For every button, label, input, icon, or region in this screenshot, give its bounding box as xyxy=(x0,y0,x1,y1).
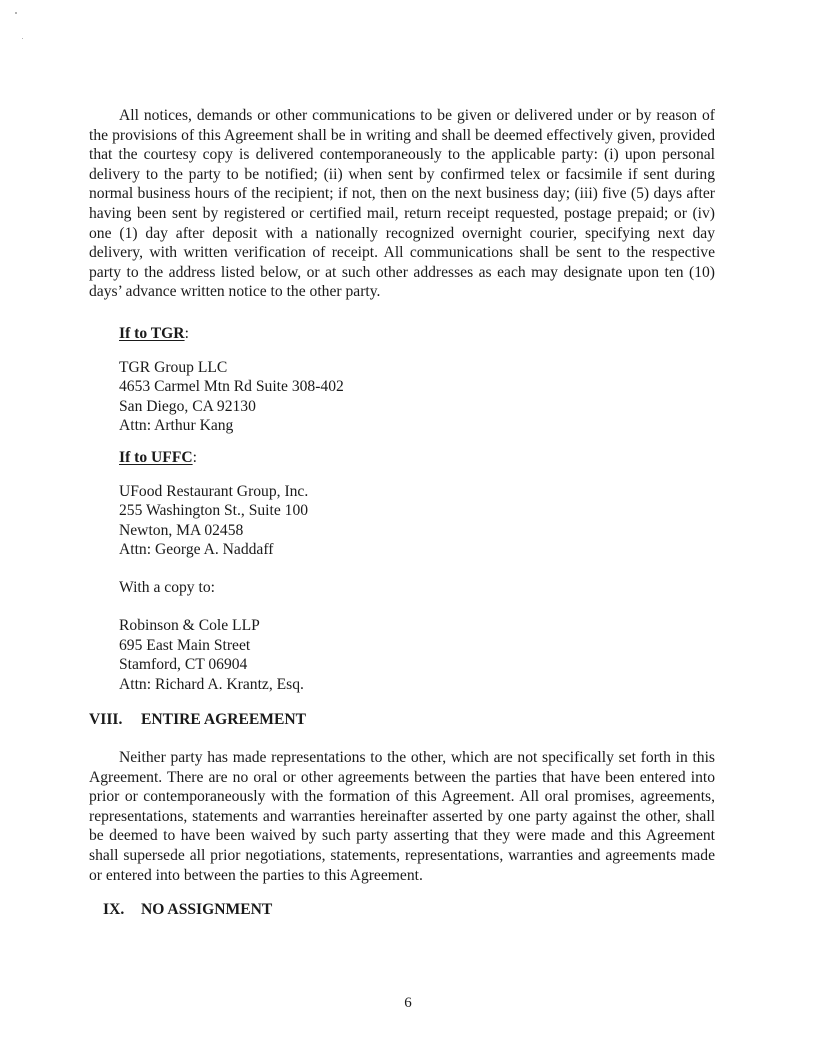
copy-attn: Attn: Richard A. Krantz, Esq. xyxy=(119,675,304,693)
section-viii-paragraph: Neither party has made representations to the other, which are not specifically set forth in this Agreement. There are no oral or other agreements between the parties that have been entered into prior or contemporaneously with the formation of this Agreement. All oral promises, agreements, representations, statements and warranties hereinafter asserted by one party against the other, shall be deemed to have been waived by such party asserting that they were made and this Agreement shall supersede all prior negotiations, statements, representations, warranties and agreements made or entered into between the parties to this Agreement. xyxy=(89,749,715,884)
scan-speck xyxy=(22,38,23,39)
copy-street: 695 East Main Street xyxy=(119,636,251,654)
page-number: 6 xyxy=(404,995,412,1011)
section-ix-number: IX. xyxy=(103,901,125,918)
tgr-address-block xyxy=(119,324,344,436)
tgr-attn: Attn: Arthur Kang xyxy=(119,417,234,435)
uffc-address-block xyxy=(119,448,308,560)
section-ix-heading xyxy=(103,901,272,919)
tgr-company: TGR Group LLC xyxy=(119,358,228,376)
section-viii-title: ENTIRE AGREEMENT xyxy=(141,711,307,728)
copy-city: Stamford, CT 06904 xyxy=(119,656,248,674)
tgr-heading-label: If to TGR xyxy=(119,325,185,342)
uffc-city: Newton, MA 02458 xyxy=(119,521,244,539)
uffc-street: 255 Washington St., Suite 100 xyxy=(119,502,309,520)
copy-address-block xyxy=(119,616,304,694)
uffc-company: UFood Restaurant Group, Inc. xyxy=(119,482,309,500)
section-viii-heading xyxy=(89,711,306,729)
copy-intro: With a copy to: xyxy=(119,579,215,596)
section-viii-number: VIII. xyxy=(89,711,123,728)
tgr-city: San Diego, CA 92130 xyxy=(119,397,256,415)
tgr-heading: If to TGR: xyxy=(119,325,189,342)
section-ix-title: NO ASSIGNMENT xyxy=(141,901,273,918)
tgr-street: 4653 Carmel Mtn Rd Suite 308-402 xyxy=(119,378,344,396)
uffc-attn: Attn: George A. Naddaff xyxy=(119,541,274,559)
uffc-heading-label: If to UFFC xyxy=(119,449,193,466)
notices-paragraph: All notices, demands or other communications to be given or delivered under or by reason of the provisions of this Agreement shall be in writing and shall be deemed effectively given, provided that the courtesy copy is delivered contemporaneously to the applicable party: (i) upon personal delivery to the party to be notified; (ii) when sent by confirmed telex or facsimile if sent during normal business hours of the recipient; if not, then on the next business day; (iii) five (5) days after having been sent by registered or certified mail, return receipt requested, postage prepaid; or (iv) one (1) day after deposit with a nationally recognized overnight courier, specifying next day delivery, with written verification of receipt. All communications shall be sent to the respective party to the address listed below, or at such other addresses as each may designate upon ten (10) days’ advance written notice to the other party. xyxy=(89,107,715,301)
scan-speck xyxy=(15,12,17,14)
uffc-heading: If to UFFC: xyxy=(119,449,197,466)
copy-company: Robinson & Cole LLP xyxy=(119,617,260,634)
